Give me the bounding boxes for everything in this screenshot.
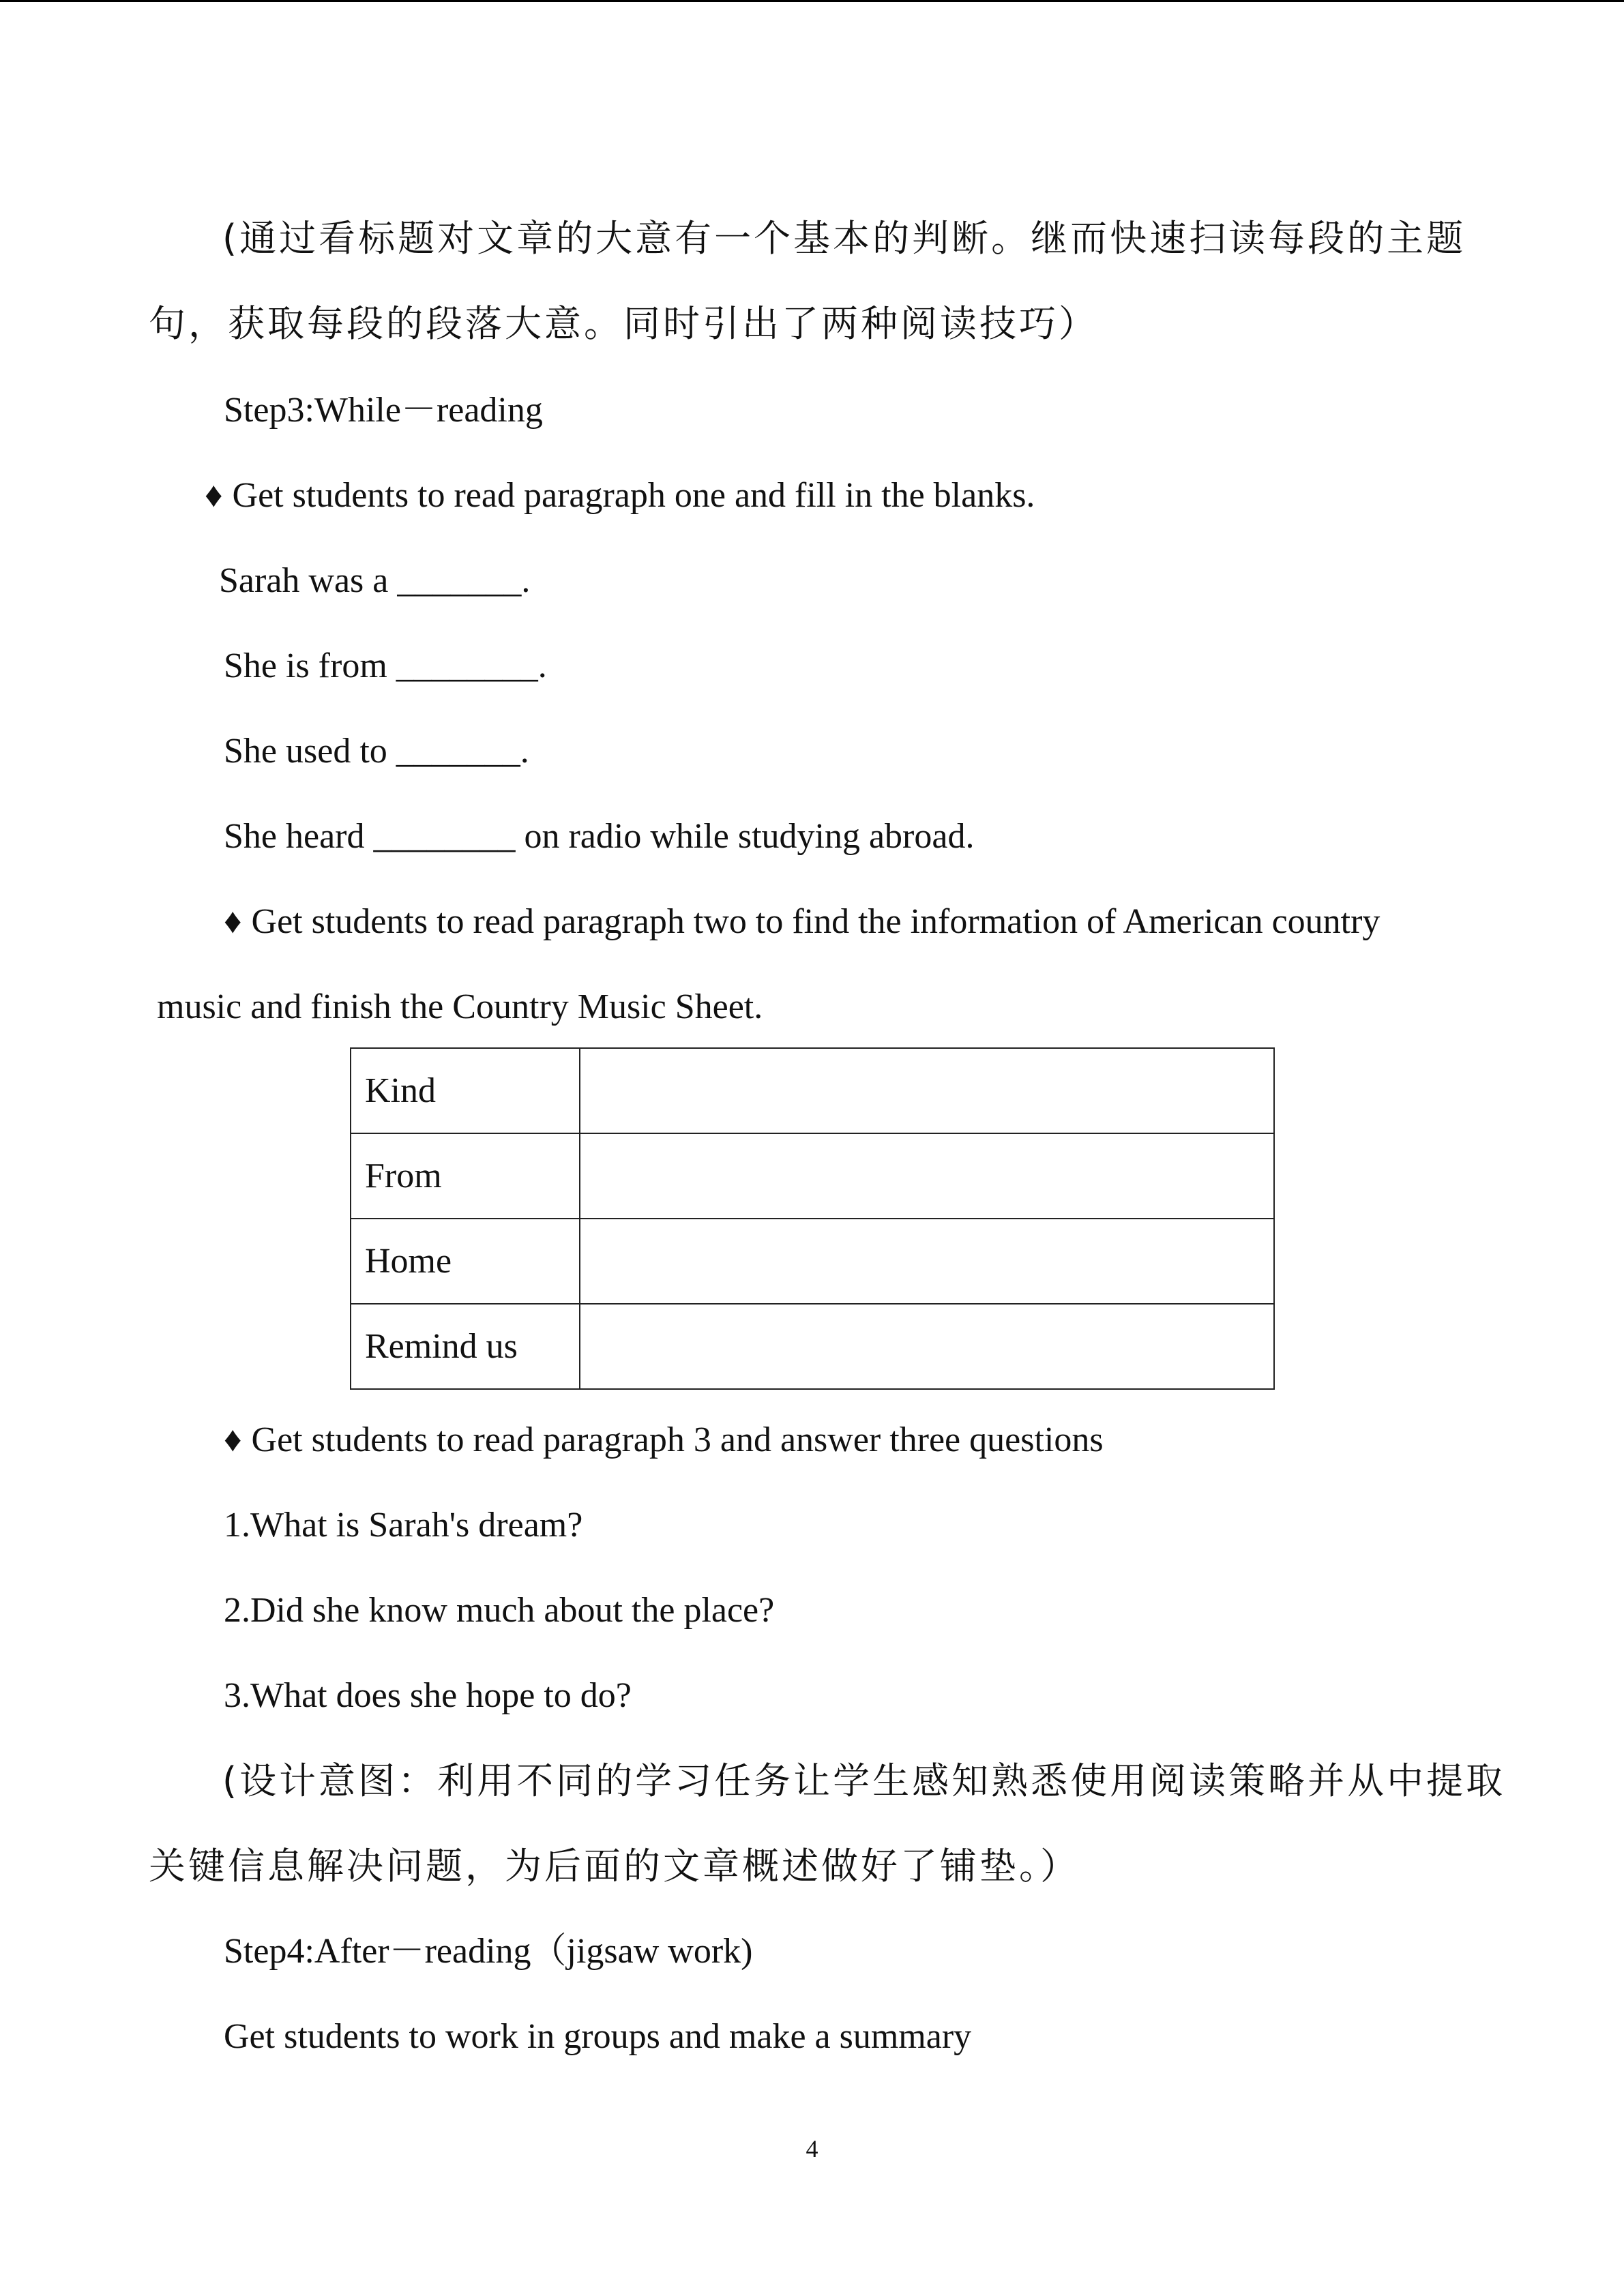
task2-instruction-line-1 xyxy=(224,900,1380,944)
task3-text: Get students to read paragraph 3 and answer three questions xyxy=(251,1420,1104,1459)
diamond-bullet-icon: ♦ xyxy=(224,902,242,941)
blank-sentence-2: She is from ________. xyxy=(224,646,547,685)
step4-text: Get students to work in groups and make a summary xyxy=(224,2017,972,2056)
question-2: 2.Did she know much about the place? xyxy=(224,1591,775,1630)
blank-sentence-3: She used to _______. xyxy=(224,732,529,771)
step3-heading: Step3:While－reading xyxy=(224,391,543,430)
country-music-sheet xyxy=(350,1047,1275,1390)
question-3: 3.What does she hope to do? xyxy=(224,1676,632,1715)
sheet-label-kind: Kind xyxy=(351,1048,580,1133)
step4-heading: Step4:After－reading（jigsaw work) xyxy=(224,1932,753,1971)
diamond-bullet-icon: ♦ xyxy=(224,1420,242,1459)
sheet-label-home: Home xyxy=(351,1219,580,1304)
task1-text: Get students to read paragraph one and fill in the blanks. xyxy=(232,476,1035,515)
table-row xyxy=(351,1048,1274,1133)
table-row xyxy=(351,1133,1274,1219)
diamond-bullet-icon: ♦ xyxy=(205,476,223,515)
question-1: 1.What is Sarah's dream? xyxy=(224,1506,583,1545)
design-note-line-1: (设计意图：利用不同的学习任务让学生感知熟悉使用阅读策略并从中提取 xyxy=(222,1759,1506,1802)
table-row xyxy=(351,1219,1274,1304)
blank-sentence-1: Sarah was a _______. xyxy=(219,561,531,600)
sheet-value-from xyxy=(580,1133,1274,1219)
task3-instruction xyxy=(224,1418,1104,1462)
sheet-value-remind-us xyxy=(580,1304,1274,1389)
task2-instruction-line-2: music and finish the Country Music Sheet. xyxy=(157,987,763,1026)
sheet-value-home xyxy=(580,1219,1274,1304)
sheet-value-kind xyxy=(580,1048,1274,1133)
task1-instruction xyxy=(205,474,1035,518)
page-top-border xyxy=(0,0,1624,2)
blank-sentence-4: She heard ________ on radio while studying abroad. xyxy=(224,817,975,856)
intro-note-line-2: 句，获取每段的段落大意。同时引出了两种阅读技巧） xyxy=(149,302,1098,345)
page-number: 4 xyxy=(806,2135,818,2162)
sheet-label-remind-us: Remind us xyxy=(351,1304,580,1389)
intro-note-line-1: (通过看标题对文章的大意有一个基本的判断。继而快速扫读每段的主题 xyxy=(222,217,1466,260)
design-note-line-2: 关键信息解决问题，为后面的文章概述做好了铺垫。） xyxy=(149,1845,1080,1888)
table-row xyxy=(351,1304,1274,1389)
sheet-label-from: From xyxy=(351,1133,580,1219)
task2-text-line-1: Get students to read paragraph two to find the information of American country xyxy=(251,902,1381,941)
